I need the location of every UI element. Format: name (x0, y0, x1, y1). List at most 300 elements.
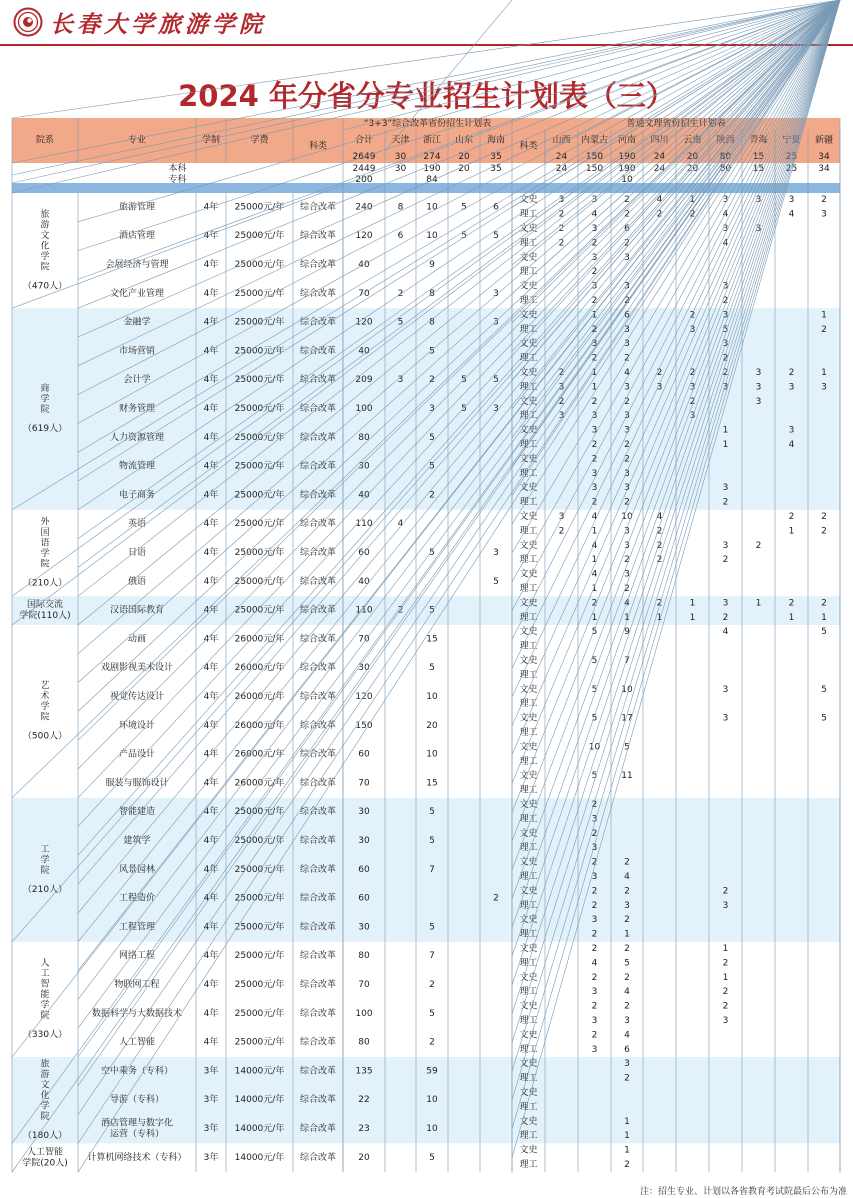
department-name: 术 (40, 691, 50, 702)
reform-plan-cell: 120 (355, 692, 373, 702)
department-name: 院 (40, 262, 50, 273)
plan-cell-li: 2 (821, 526, 827, 537)
plan-cell-li: 2 (624, 440, 630, 450)
category-cell: 综合改革 (299, 893, 337, 904)
plan-cell-li: 1 (788, 612, 795, 623)
plan-cell-wen: 3 (624, 339, 630, 350)
reform-plan-cell: 70 (358, 980, 370, 990)
category-cell: 综合改革 (299, 375, 337, 386)
category-cell: 综合改革 (299, 576, 337, 587)
plan-cell-wen: 4 (624, 598, 630, 609)
track-li-label (519, 929, 537, 940)
reform-plan-cell: 20 (426, 720, 438, 731)
province-total: 35 (490, 152, 502, 162)
plan-cell-wen: 2 (722, 886, 729, 897)
reform-plan-cell: 30 (358, 461, 370, 472)
plan-cell-li: 3 (591, 468, 598, 479)
plan-cell-wen: 3 (624, 569, 630, 580)
major-name: 导游（专科） (109, 1095, 165, 1106)
major-name: 会计学 (123, 375, 151, 386)
province-header: 陕西 (716, 135, 735, 146)
plan-cell-li: 1 (591, 584, 598, 594)
category-cell: 综合改革 (299, 749, 337, 760)
plan-cell-wen: 3 (788, 195, 795, 206)
province-header: 青海 (749, 135, 768, 146)
category-cell: 综合改革 (299, 807, 337, 818)
reform-plan-cell: 5 (493, 375, 499, 386)
track-li-label: 理工 (519, 526, 538, 537)
plan-cell-wen: 3 (591, 281, 598, 292)
years-cell: 4年 (203, 548, 219, 558)
major-name: 旅游管理 (118, 202, 156, 213)
category-cell: 综合改革 (299, 1008, 337, 1019)
plan-cell-li: 2 (722, 612, 729, 623)
province-header: 海南 (486, 135, 506, 146)
track-wen-label (519, 366, 537, 378)
reform-plan-cell: 5 (429, 346, 435, 357)
plan-cell-li: 2 (624, 1073, 630, 1084)
category-cell: 综合改革 (299, 548, 337, 558)
summary-cell: 80 (719, 164, 732, 174)
province-header: 新疆 (814, 135, 834, 146)
plan-cell-li: 2 (591, 324, 598, 335)
department-count: （210人） (22, 884, 68, 895)
department-name: 院 (40, 712, 50, 723)
fee-cell: 25000元/年 (234, 807, 285, 818)
province-total: 150 (585, 152, 604, 162)
department-name: 院 (40, 405, 50, 416)
track-wen-label: 文史 (519, 224, 538, 234)
reform-plan-cell: 60 (358, 548, 370, 558)
reform-plan-cell: 40 (358, 576, 370, 587)
plan-cell-li: 2 (722, 555, 729, 566)
reform-plan-cell: 5 (429, 605, 435, 616)
major-name: 服装与服饰设计 (105, 778, 169, 789)
major-name: 人力资源管理 (109, 432, 165, 443)
track-li-label: 理工 (519, 814, 538, 825)
reform-plan-cell: 5 (429, 461, 435, 472)
plan-cell-wen: 2 (558, 396, 565, 407)
department-name: 学 (40, 702, 50, 713)
province-total: 24 (555, 152, 568, 162)
major-name: 汉语国际教育 (109, 605, 165, 616)
major-name: 视觉传达设计 (109, 692, 165, 702)
track-li-label: 理工 (519, 670, 538, 681)
major-name: 金融学 (123, 317, 151, 328)
department-count: （470人） (22, 281, 68, 292)
plan-cell-li: 2 (591, 900, 598, 911)
plan-cell-wen: 1 (821, 310, 827, 321)
reform-plan-cell: 3 (397, 375, 404, 386)
major-name: 智能建造 (118, 807, 156, 818)
plan-cell-li: 3 (558, 382, 565, 393)
track-wen-label: 文史 (519, 1116, 538, 1127)
category-cell: 综合改革 (299, 864, 337, 875)
major-name: 物联网工程 (114, 980, 160, 990)
major-name: 人工智能 (118, 1037, 156, 1048)
plan-cell-wen: 3 (722, 310, 729, 321)
summary-cell: 150 (585, 164, 604, 174)
department-name: 商 (40, 384, 50, 395)
plan-cell-wen: 2 (591, 598, 598, 609)
plan-cell-wen: 1 (722, 425, 729, 436)
track-li-label: 理工 (519, 1102, 538, 1113)
province-header: 山西 (552, 135, 571, 146)
department-name: 学 (40, 1101, 50, 1112)
summary-cell: 190 (423, 164, 441, 174)
track-li-label: 理工 (519, 440, 538, 450)
category-cell: 综合改革 (299, 346, 337, 357)
track-li-label: 理工 (519, 468, 538, 479)
category-cell: 综合改革 (299, 922, 337, 933)
track-wen-label: 文史 (519, 656, 538, 666)
plan-cell-li: 2 (821, 324, 827, 335)
plan-cell-wen: 2 (821, 512, 827, 522)
track-wen-label: 文史 (519, 857, 538, 868)
department-name: 语 (40, 538, 50, 549)
reform-plan-cell: 10 (426, 1124, 438, 1134)
plan-cell-li: 5 (722, 324, 729, 335)
province-total: 274 (423, 152, 441, 162)
fee-cell: 25000元/年 (234, 375, 285, 386)
plan-cell-li: 2 (624, 238, 630, 249)
years-cell: 4年 (203, 1037, 219, 1048)
summary-cell: 35 (490, 164, 502, 174)
reform-plan-cell: 80 (358, 1037, 370, 1048)
category-cell: 综合改革 (299, 1066, 337, 1077)
plan-cell-li: 2 (591, 929, 598, 940)
province-header: 山东 (454, 135, 474, 146)
track-li-label: 理工 (519, 699, 538, 710)
category-cell: 综合改革 (299, 404, 337, 414)
category-cell: 综合改革 (299, 202, 337, 213)
plan-cell-wen: 3 (591, 339, 598, 350)
track-wen-label: 文史 (519, 944, 538, 954)
department-name: 学 (40, 394, 50, 405)
category-cell: 综合改革 (299, 260, 337, 270)
reform-plan-cell: 110 (355, 519, 373, 530)
reform-plan-cell: 9 (429, 260, 435, 270)
plan-cell-wen: 4 (656, 195, 663, 206)
reform-plan-cell: 150 (355, 720, 373, 731)
track-li-label: 理工 (519, 1160, 538, 1170)
fee-cell (235, 316, 285, 328)
reform-plan-cell: 135 (355, 1066, 373, 1077)
plan-cell-wen: 2 (591, 972, 598, 983)
reform-plan-cell: 240 (355, 202, 373, 213)
department-count: （619人） (22, 423, 68, 434)
plan-cell-wen: 1 (821, 368, 827, 378)
reform-plan-cell: 5 (461, 404, 467, 414)
plan-cell-wen: 2 (624, 396, 630, 407)
reform-plan-cell: 30 (358, 807, 370, 818)
plan-cell-li: 1 (591, 612, 598, 623)
major-name: 物流管理 (118, 461, 156, 472)
fee-cell: 25000元/年 (234, 922, 285, 933)
plan-cell-li: 2 (624, 555, 630, 566)
department-name: 学 (40, 251, 50, 262)
department-name: 学院(110人) (19, 611, 71, 622)
plan-cell-wen: 4 (624, 1030, 630, 1041)
department-name: 游 (40, 220, 50, 231)
plan-cell-wen: 2 (788, 368, 795, 378)
plan-cell-wen: 10 (621, 684, 633, 695)
major-name: 财务管理 (118, 404, 156, 414)
plan-cell-li: 3 (624, 324, 630, 335)
track-wen-label: 文史 (519, 1001, 538, 1012)
major-name: 工程造价 (118, 893, 156, 904)
plan-cell-wen: 3 (591, 425, 598, 436)
plan-cell-li: 3 (788, 382, 795, 393)
province-total: 34 (818, 152, 830, 162)
track-wen-label: 文史 (519, 1145, 538, 1156)
plan-cell-wen: 2 (591, 396, 598, 407)
plan-cell-li: 2 (591, 440, 598, 450)
plan-cell-wen: 11 (621, 771, 633, 782)
category-cell: 综合改革 (299, 288, 337, 299)
plan-cell-li: 1 (591, 382, 598, 393)
reform-plan-cell: 30 (358, 663, 370, 674)
college-name: 长春大学旅游学院 (50, 11, 266, 38)
reform-plan-cell: 3 (493, 288, 499, 299)
years-cell: 4年 (203, 461, 219, 472)
plan-cell-wen: 2 (656, 540, 663, 551)
summary-cell: 10 (621, 175, 633, 185)
reform-plan-cell: 10 (426, 749, 438, 760)
plan-cell-wen: 2 (591, 857, 598, 868)
reform-plan-cell: 5 (429, 663, 435, 674)
footer-note: 注：招生专业、计划以各省教育考试院最后公布为准 (639, 1187, 847, 1197)
department-name: 学 (40, 549, 50, 560)
fee-cell: 26000元/年 (234, 692, 285, 702)
track-li-label: 理工 (519, 900, 538, 911)
category-cell: 综合改革 (299, 663, 337, 674)
department-name: 院 (40, 559, 50, 570)
years-cell: 4年 (203, 836, 219, 846)
fee-cell: 25000元/年 (234, 548, 285, 558)
plan-cell-wen: 3 (755, 368, 762, 378)
track-li-label: 理工 (519, 728, 538, 738)
plan-cell-wen: 2 (656, 598, 663, 609)
department-name: 学院(20人) (22, 1158, 68, 1169)
page-title: 2024 年分省分专业招生计划表（三） (178, 79, 675, 113)
track-wen-label: 文史 (519, 742, 538, 753)
fee-cell: 25000元/年 (234, 461, 285, 472)
department-count: （500人） (22, 731, 68, 742)
track-wen-label: 文史 (519, 396, 538, 407)
department-name: 旅 (40, 1059, 50, 1070)
reform-plan-cell: 60 (358, 749, 370, 760)
fee-cell: 25000元/年 (234, 980, 285, 990)
plan-cell-wen: 10 (621, 512, 633, 522)
track-li-label: 理工 (519, 497, 538, 508)
plan-cell-li: 3 (624, 526, 630, 537)
years-cell: 4年 (203, 951, 219, 962)
category-cell: 综合改革 (299, 1124, 337, 1134)
province-total: 15 (752, 152, 765, 162)
major-name: 俄语 (127, 576, 147, 587)
reform-plan-cell: 5 (429, 432, 435, 443)
plan-cell-wen: 6 (624, 310, 630, 321)
category-cell: 综合改革 (299, 317, 337, 328)
department-name: 院 (40, 1011, 50, 1022)
years-cell: 4年 (203, 749, 219, 760)
plan-cell-wen: 3 (624, 252, 630, 263)
reform-plan-cell: 23 (358, 1124, 370, 1134)
plan-cell-wen: 1 (722, 944, 729, 954)
summary-cell: 24 (653, 164, 666, 174)
plan-cell-wen: 3 (624, 425, 630, 436)
track-li-label: 理工 (519, 382, 538, 393)
reform-plan-cell: 22 (358, 1095, 370, 1106)
years-cell: 3年 (203, 1152, 219, 1163)
track-wen-label: 文史 (519, 713, 538, 724)
track-li-label: 理工 (519, 785, 538, 796)
reform-plan-cell: 2 (397, 605, 404, 616)
plan-cell-li: 3 (722, 382, 729, 393)
reform-plan-cell: 2 (429, 980, 435, 990)
plan-cell-li: 1 (624, 929, 630, 940)
fee-cell: 26000元/年 (234, 720, 285, 731)
plan-cell-wen: 6 (624, 224, 630, 234)
fee-cell: 25000元/年 (234, 404, 285, 414)
plan-cell-li: 2 (624, 1160, 630, 1170)
years-cell: 4年 (203, 692, 219, 702)
plan-cell-wen: 3 (591, 483, 598, 494)
plan-cell-wen: 1 (689, 195, 696, 206)
plan-cell-li: 2 (656, 555, 663, 566)
plan-cell-wen: 7 (624, 656, 630, 666)
summary-cell: 200 (355, 175, 373, 185)
department-name: 外 (40, 517, 50, 528)
reform-plan-cell: 70 (358, 778, 370, 789)
plan-cell-wen: 3 (722, 224, 729, 234)
fee-cell: 25000元/年 (234, 1008, 285, 1019)
plan-cell-wen: 3 (722, 713, 729, 724)
major-name: 数据科学与大数据技术 (91, 1008, 183, 1019)
plan-cell-wen: 2 (624, 915, 630, 926)
track-wen-label: 文史 (519, 1088, 538, 1098)
major-name: 电子商务 (118, 490, 156, 501)
province-header: 浙江 (422, 135, 442, 146)
summary-cell: 24 (555, 164, 568, 174)
plan-cell-wen: 2 (591, 454, 598, 465)
reform-plan-cell: 5 (397, 317, 404, 328)
department-name: 人 (40, 958, 50, 969)
province-total: 20 (686, 152, 699, 162)
track-wen-label: 文史 (519, 627, 538, 638)
fee-cell: 14000元/年 (234, 1124, 285, 1134)
fee-cell: 25000元/年 (234, 288, 285, 299)
plan-cell-wen: 5 (591, 713, 598, 724)
track-li-label: 理工 (519, 1044, 538, 1055)
category-cell: 综合改革 (299, 720, 337, 731)
department-name: 文 (40, 230, 50, 241)
plan-cell-wen: 2 (755, 540, 762, 551)
plan-cell-wen: 3 (558, 512, 565, 522)
years-cell: 4年 (203, 375, 219, 386)
plan-cell-li: 2 (591, 497, 598, 508)
fee-cell: 26000元/年 (234, 634, 285, 645)
plan-cell-wen: 3 (591, 915, 598, 926)
plan-cell-wen: 2 (624, 195, 630, 206)
major-name: 风景园林 (118, 864, 156, 875)
track-li-label: 理工 (519, 324, 538, 335)
track-li-label: 理工 (519, 872, 538, 882)
plan-cell-li: 4 (591, 209, 598, 220)
category-cell: 综合改革 (299, 231, 337, 242)
department-name: 旅 (40, 209, 50, 220)
reform-plan-cell: 80 (358, 432, 370, 443)
plan-cell-li: 2 (591, 296, 598, 306)
track-wen-label: 文史 (519, 886, 538, 897)
track-wen-label: 文史 (519, 252, 538, 263)
years-cell: 4年 (203, 576, 219, 587)
track-li-label: 理工 (519, 1016, 538, 1026)
years-cell: 4年 (203, 922, 219, 933)
plan-cell-li: 4 (722, 209, 729, 220)
province-total: 190 (618, 152, 636, 162)
major-name: 产品设计 (118, 749, 156, 760)
track-wen-label: 文史 (519, 915, 538, 926)
years-cell: 4年 (203, 490, 219, 501)
fee-cell: 25000元/年 (234, 432, 285, 443)
reform-plan-cell: 30 (358, 922, 370, 933)
reform-plan-cell: 7 (429, 951, 435, 962)
plan-cell-wen: 2 (624, 972, 630, 983)
reform-plan-cell: 4 (397, 519, 404, 530)
plan-cell-li: 1 (624, 1131, 630, 1142)
category-cell: 综合改革 (299, 461, 337, 472)
reform-plan-cell: 6 (493, 202, 499, 213)
category-cell: 综合改革 (299, 980, 337, 990)
fee-cell: 14000元/年 (234, 1152, 285, 1163)
fee-cell (235, 776, 285, 788)
fee-cell: 25000元/年 (234, 490, 285, 501)
plan-cell-li: 3 (656, 382, 663, 393)
plan-cell-li: 3 (821, 382, 827, 393)
category-cell: 综合改革 (299, 1037, 337, 1048)
reform-plan-cell: 5 (429, 548, 435, 558)
plan-cell-li: 2 (591, 238, 598, 249)
summary-cell: 20 (686, 164, 699, 174)
fee-cell: 25000元/年 (234, 260, 285, 270)
plan-cell-li: 1 (788, 526, 795, 537)
plan-cell-li: 2 (558, 526, 565, 537)
plan-cell-wen: 2 (689, 368, 696, 378)
summary-cell: 30 (394, 164, 407, 174)
category-cell: 综合改革 (299, 1152, 337, 1163)
fee-cell: 25000元/年 (234, 951, 285, 962)
track-wen-label: 文史 (519, 281, 538, 292)
track-wen-label: 文史 (519, 483, 538, 494)
reform-plan-cell: 110 (355, 605, 373, 616)
plan-cell-li: 2 (624, 584, 630, 594)
major-name: 动画 (127, 634, 147, 645)
major-name: 运营（专科） (109, 1129, 165, 1140)
years-cell: 3年 (203, 1066, 219, 1077)
plan-cell-wen: 1 (755, 598, 762, 609)
plan-cell-li: 4 (788, 209, 795, 220)
plan-cell-wen: 2 (558, 224, 565, 234)
reform-plan-cell: 2 (429, 375, 435, 386)
plan-cell-wen: 3 (788, 425, 795, 436)
summary-cell: 15 (752, 164, 765, 174)
reform-plan-cell: 10 (426, 1095, 438, 1106)
plan-cell-wen: 2 (689, 310, 696, 321)
years-cell: 4年 (203, 260, 219, 270)
plan-cell-wen: 2 (624, 857, 630, 868)
